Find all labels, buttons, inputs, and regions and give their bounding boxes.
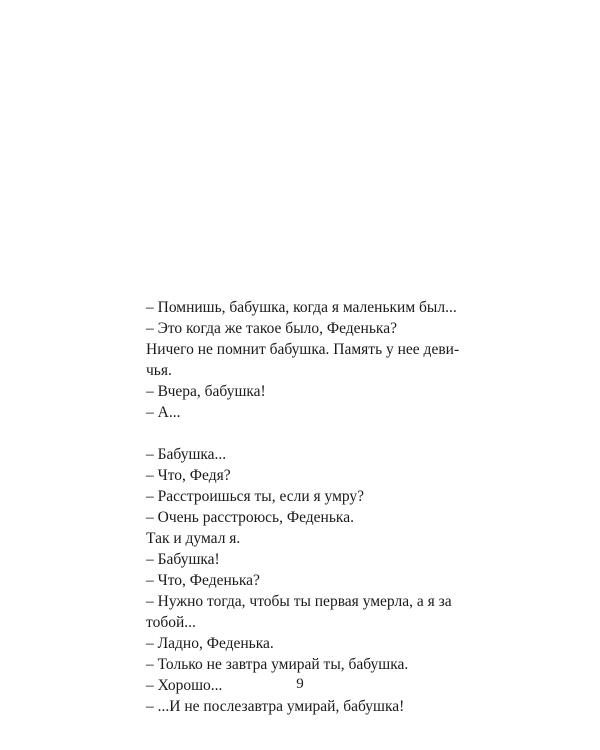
text-line: – Что, Феденька? xyxy=(146,572,260,589)
text-line: – Нужно тогда, чтобы ты первая умерла, а я за xyxy=(146,593,452,610)
page-number: 9 xyxy=(296,676,304,692)
text-line: Ничего не помнит бабушка. Память у нее деви- xyxy=(146,341,460,358)
section-break xyxy=(146,423,418,444)
text-line: Так и думал я. xyxy=(146,530,241,547)
text-line: – ...И не послезавтра умирай, бабушка! xyxy=(146,698,405,715)
text-line: – Расстроишься ты, если я умру? xyxy=(146,488,365,505)
text-line: – Что, Федя? xyxy=(146,467,231,484)
text-line: – А... xyxy=(146,404,181,421)
text-line: – Только не завтра умирай ты, бабушка. xyxy=(146,656,409,673)
text-line: – Хорошо... xyxy=(146,677,223,694)
text-line: чья. xyxy=(146,362,172,379)
text-line: – Ладно, Феденька. xyxy=(146,635,274,652)
text-line: тобой... xyxy=(146,614,196,631)
text-line: – Помнишь, бабушка, когда я маленьким был... xyxy=(146,299,457,316)
text-line: – Бабушка! xyxy=(146,551,220,568)
text-line: – Бабушка... xyxy=(146,446,227,463)
text-line: – Это когда же такое было, Феденька? xyxy=(146,320,397,337)
text-line: – Вчера, бабушка! xyxy=(146,383,266,400)
page-text xyxy=(146,297,460,717)
text-line: – Очень расстроюсь, Феденька. xyxy=(146,509,354,526)
